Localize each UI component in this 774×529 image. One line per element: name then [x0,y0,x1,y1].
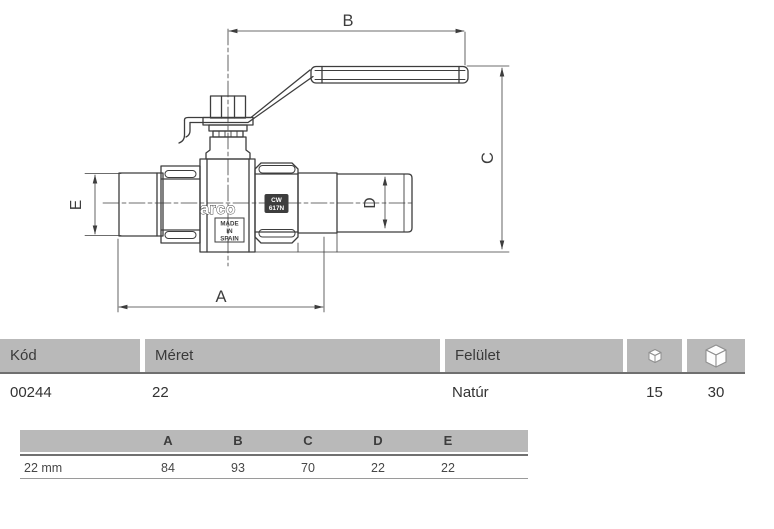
dimension-labels [68,12,497,306]
dim-col-d: D [373,433,383,448]
origin-line-1: MADE [220,220,239,228]
header-felulet-label: Felület [455,347,501,364]
header-pack-small [627,339,682,372]
value-pack-small: 15 [646,384,663,401]
dimensions-bottom-border [20,478,528,479]
left-pipe [119,173,163,236]
alloy-line-1: CW [271,197,282,204]
dim-label-b: B [342,12,354,30]
dimensions-header-separator [20,454,528,456]
brand-engraving: arco [200,201,236,218]
dim-label-a: A [215,288,227,306]
left-union-nut [161,166,200,243]
dim-label-e: E [68,199,85,211]
origin-engraving [215,218,244,243]
alloy-line-2: 617N [268,205,285,212]
dim-value-b: 93 [231,461,245,475]
dim-col-b: B [233,433,243,448]
header-pack-large [687,339,745,372]
value-meret: 22 [152,384,169,401]
centerlines [103,29,414,266]
origin-line-3: SPAIN [220,235,239,243]
table-header-separator [0,372,745,374]
alloy-badge [265,194,289,213]
value-kod: 00244 [10,384,52,401]
dim-col-c: C [303,433,313,448]
origin-line-2: IN [226,228,233,235]
header-meret [145,339,440,372]
dim-col-a: A [163,433,173,448]
dim-row-label: 22 mm [24,461,63,475]
dim-label-c: C [479,152,497,164]
dim-label-d: D [362,197,379,209]
header-kod [0,339,140,372]
dim-value-a: 84 [161,461,175,475]
header-meret-label: Méret [155,347,194,364]
dim-value-c: 70 [301,461,315,475]
dim-value-d: 22 [371,461,385,475]
value-felulet: Natúr [452,384,489,401]
header-felulet [445,339,623,372]
header-kod-label: Kód [10,347,37,364]
value-pack-large: 30 [707,384,725,401]
dim-value-e: 22 [441,461,455,475]
large-box-icon [701,341,731,371]
extension-lines [85,32,509,312]
dim-col-e: E [443,433,453,448]
small-box-icon [645,346,665,366]
